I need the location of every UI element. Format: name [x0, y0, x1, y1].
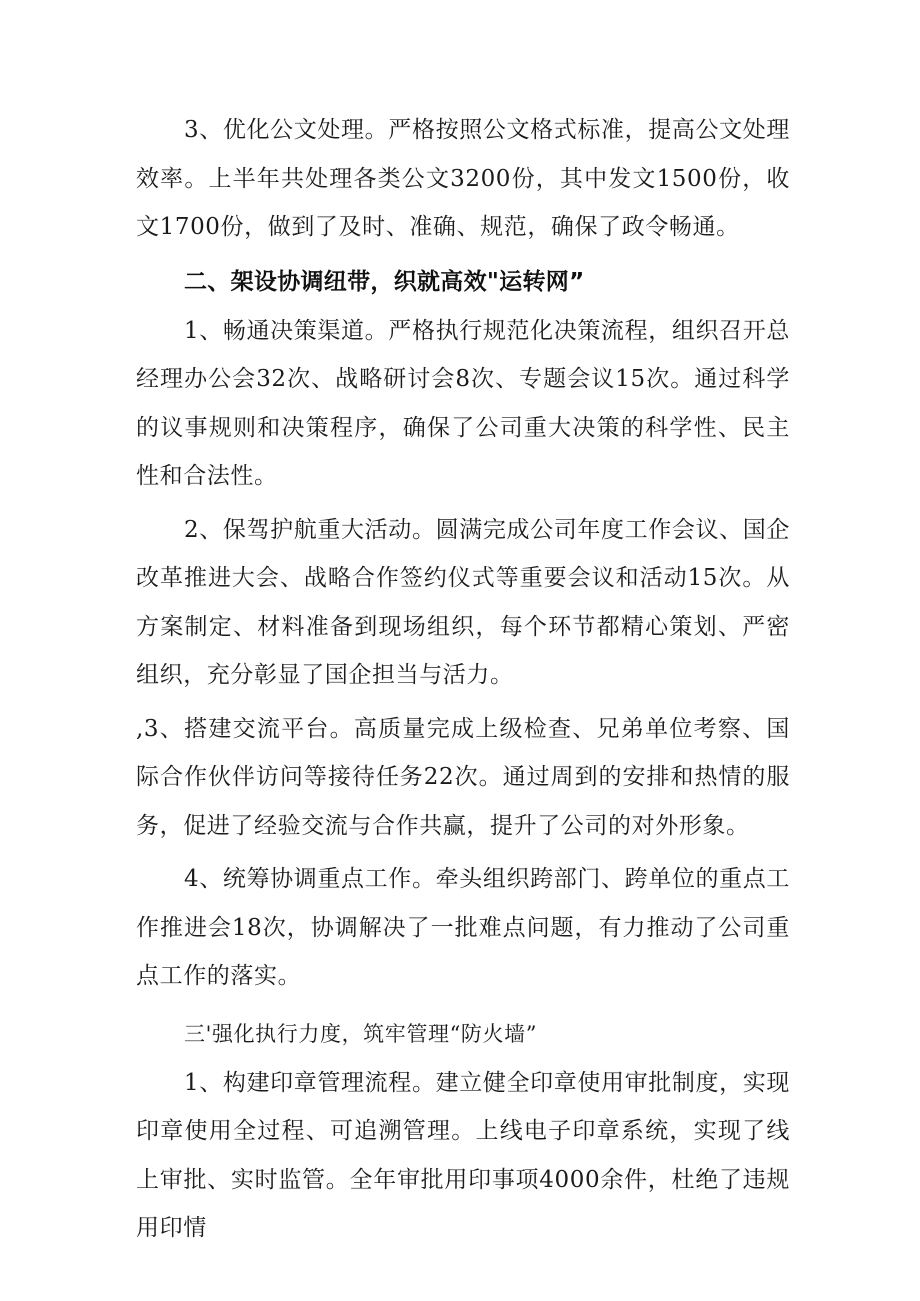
paragraph-seal-management: 1、构建印章管理流程。建立健全印章使用审批制度，实现印章使用全过程、可追溯管理。上线电子印章系统，实现了线上审批、实时监管。全年审批用印事项4000余件，杜绝了违规用印情 [136, 1069, 790, 1241]
paragraph-major-activities: 2、保驾护航重大活动。圆满完成公司年度工作会议、国企改革推进大会、战略合作签约仪式等重要会议和活动15次。从方案制定、材料准备到现场组织，每个环节都精心策划、严密组织，充分彰显了国企担当与活力。 [136, 516, 790, 688]
section-heading-execution: 三'强化执行力度，筑牢管理“防火墙” [184, 1021, 538, 1046]
document-body [136, 106, 790, 1253]
paragraph-exchange-platform: ,3、搭建交流平台。高质量完成上级检查、兄弟单位考察、国际合作伙伴访问等接待任务22次。通过周到的安排和热情的服务，促进了经验交流与合作共赢，提升了公司的对外形象。 [136, 715, 790, 839]
section-heading-coordination: 二、架设协调纽带，织就高效"运转网” [184, 268, 585, 295]
paragraph-document-processing: 3、优化公文处理。严格按照公文格式标准，提高公文处理效率。上半年共处理各类公文3200份，其中发文1500份，收文1700份，做到了及时、准确、规范，确保了政令畅通。 [136, 117, 790, 240]
paragraph-key-work-coordination: 4、统筹协调重点工作。牵头组织跨部门、跨单位的重点工作推进会18次，协调解决了一批难点问题，有力推动了公司重点工作的落实。 [136, 866, 790, 989]
paragraph-decision-channels: 1、畅通决策渠道。严格执行规范化决策流程，组织召开总经理办公会32次、战略研讨会8次、专题会议15次。通过科学的议事规则和决策程序，确保了公司重大决策的科学性、民主性和合法性。 [136, 317, 790, 489]
